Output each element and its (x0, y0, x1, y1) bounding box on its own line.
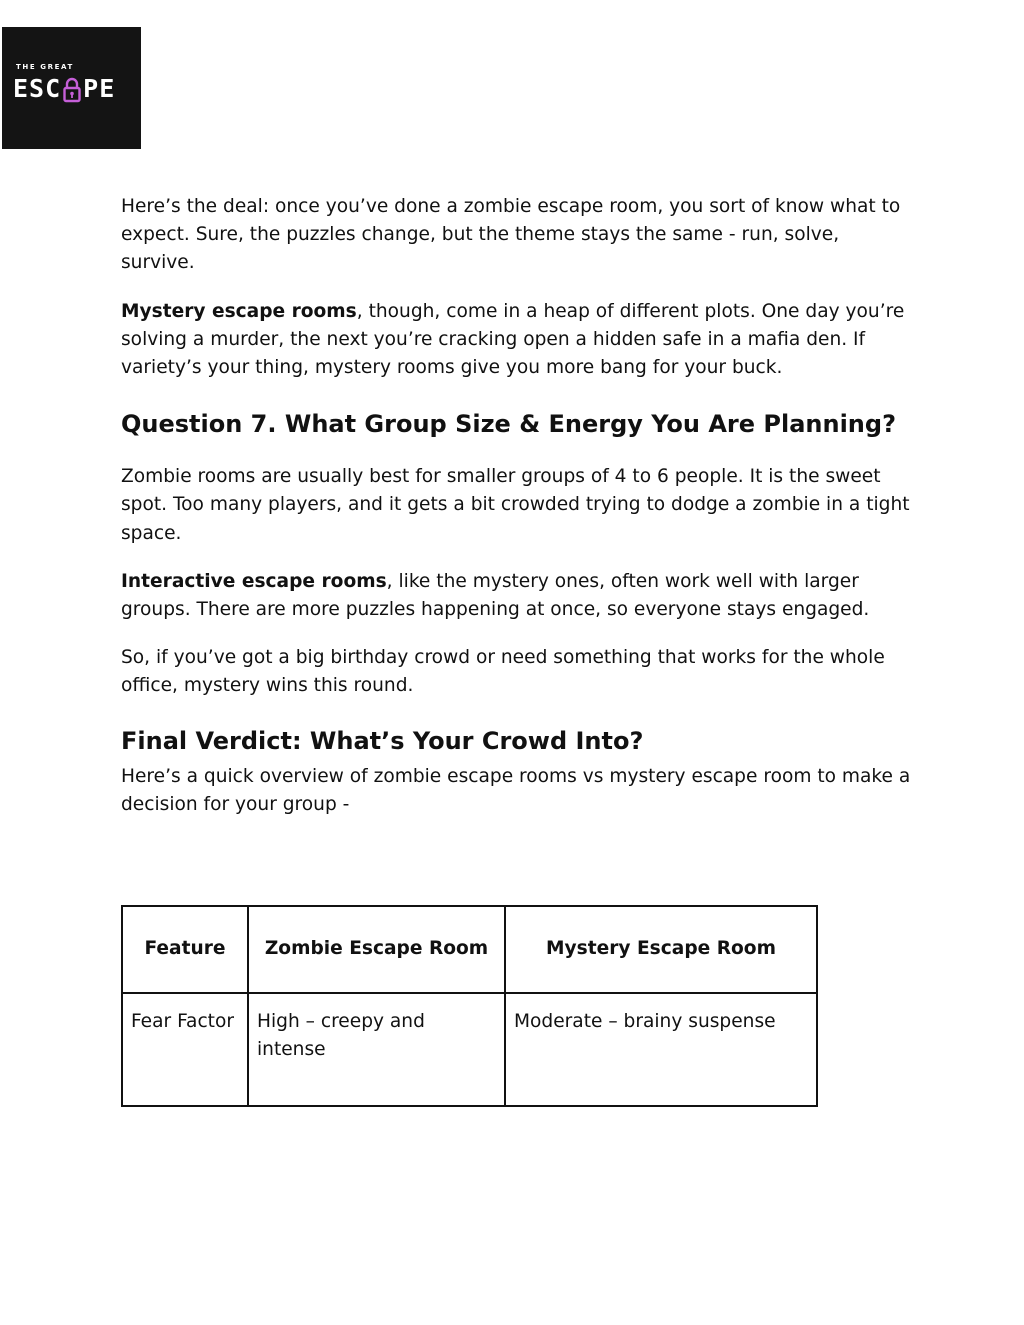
comparison-table (121, 905, 818, 1107)
logo-text-start: ESC (13, 74, 62, 103)
logo-tagline: THE GREAT (16, 63, 74, 71)
paragraph-interactive-groups (121, 568, 911, 624)
paragraph-mystery-variety-text: , though, come in a heap of different plots. One day you’re solving a murder, the next you’re cracking open a hidden safe in a mafia den. If variety’s your thing, mystery rooms give you more bang for your buck. (121, 300, 905, 379)
interactive-rooms-emphasis: Interactive escape rooms (121, 570, 387, 592)
article-body (121, 193, 911, 819)
paragraph-interactive-groups-text: , like the mystery ones, often work well with larger groups. There are more puzzles happening at once, so everyone stays engaged. (121, 570, 870, 621)
logo-wordmark (13, 75, 115, 103)
paragraph-zombie-group-size: Zombie rooms are usually best for smaller groups of 4 to 6 people. It is the sweet spot. Too many players, and it gets a bit crowded trying to dodge a zombie in a tight space. (121, 466, 910, 544)
paragraph-mystery-variety (121, 298, 911, 383)
table-cell-feature: Fear Factor (122, 993, 248, 1106)
table-header-zombie: Zombie Escape Room (248, 906, 505, 993)
table-cell-zombie: High – creepy and intense (248, 993, 505, 1106)
table-cell-mystery: Moderate – brainy suspense (505, 993, 817, 1106)
padlock-icon (63, 77, 81, 103)
mystery-rooms-emphasis: Mystery escape rooms (121, 300, 357, 322)
logo (2, 27, 141, 149)
table-header-feature: Feature (122, 906, 248, 993)
heading-question-7: Question 7. What Group Size & Energy You Are Planning? (121, 410, 896, 439)
table-header-row (122, 906, 817, 993)
paragraph-zombie-expectation: Here’s the deal: once you’ve done a zombie escape room, you sort of know what to expect. Sure, the puzzles change, but the theme stays the same - run, solve, survive. (121, 196, 901, 274)
logo-text-end: PE (83, 74, 116, 103)
table-row (122, 993, 817, 1106)
table-header-mystery: Mystery Escape Room (505, 906, 817, 993)
paragraph-overview: Here’s a quick overview of zombie escape rooms vs mystery escape room to make a decision for your group - (121, 765, 911, 815)
heading-final-verdict: Final Verdict: What’s Your Crowd Into? (121, 726, 644, 755)
paragraph-mystery-wins: So, if you’ve got a big birthday crowd or need something that works for the whole office, mystery wins this round. (121, 647, 885, 697)
